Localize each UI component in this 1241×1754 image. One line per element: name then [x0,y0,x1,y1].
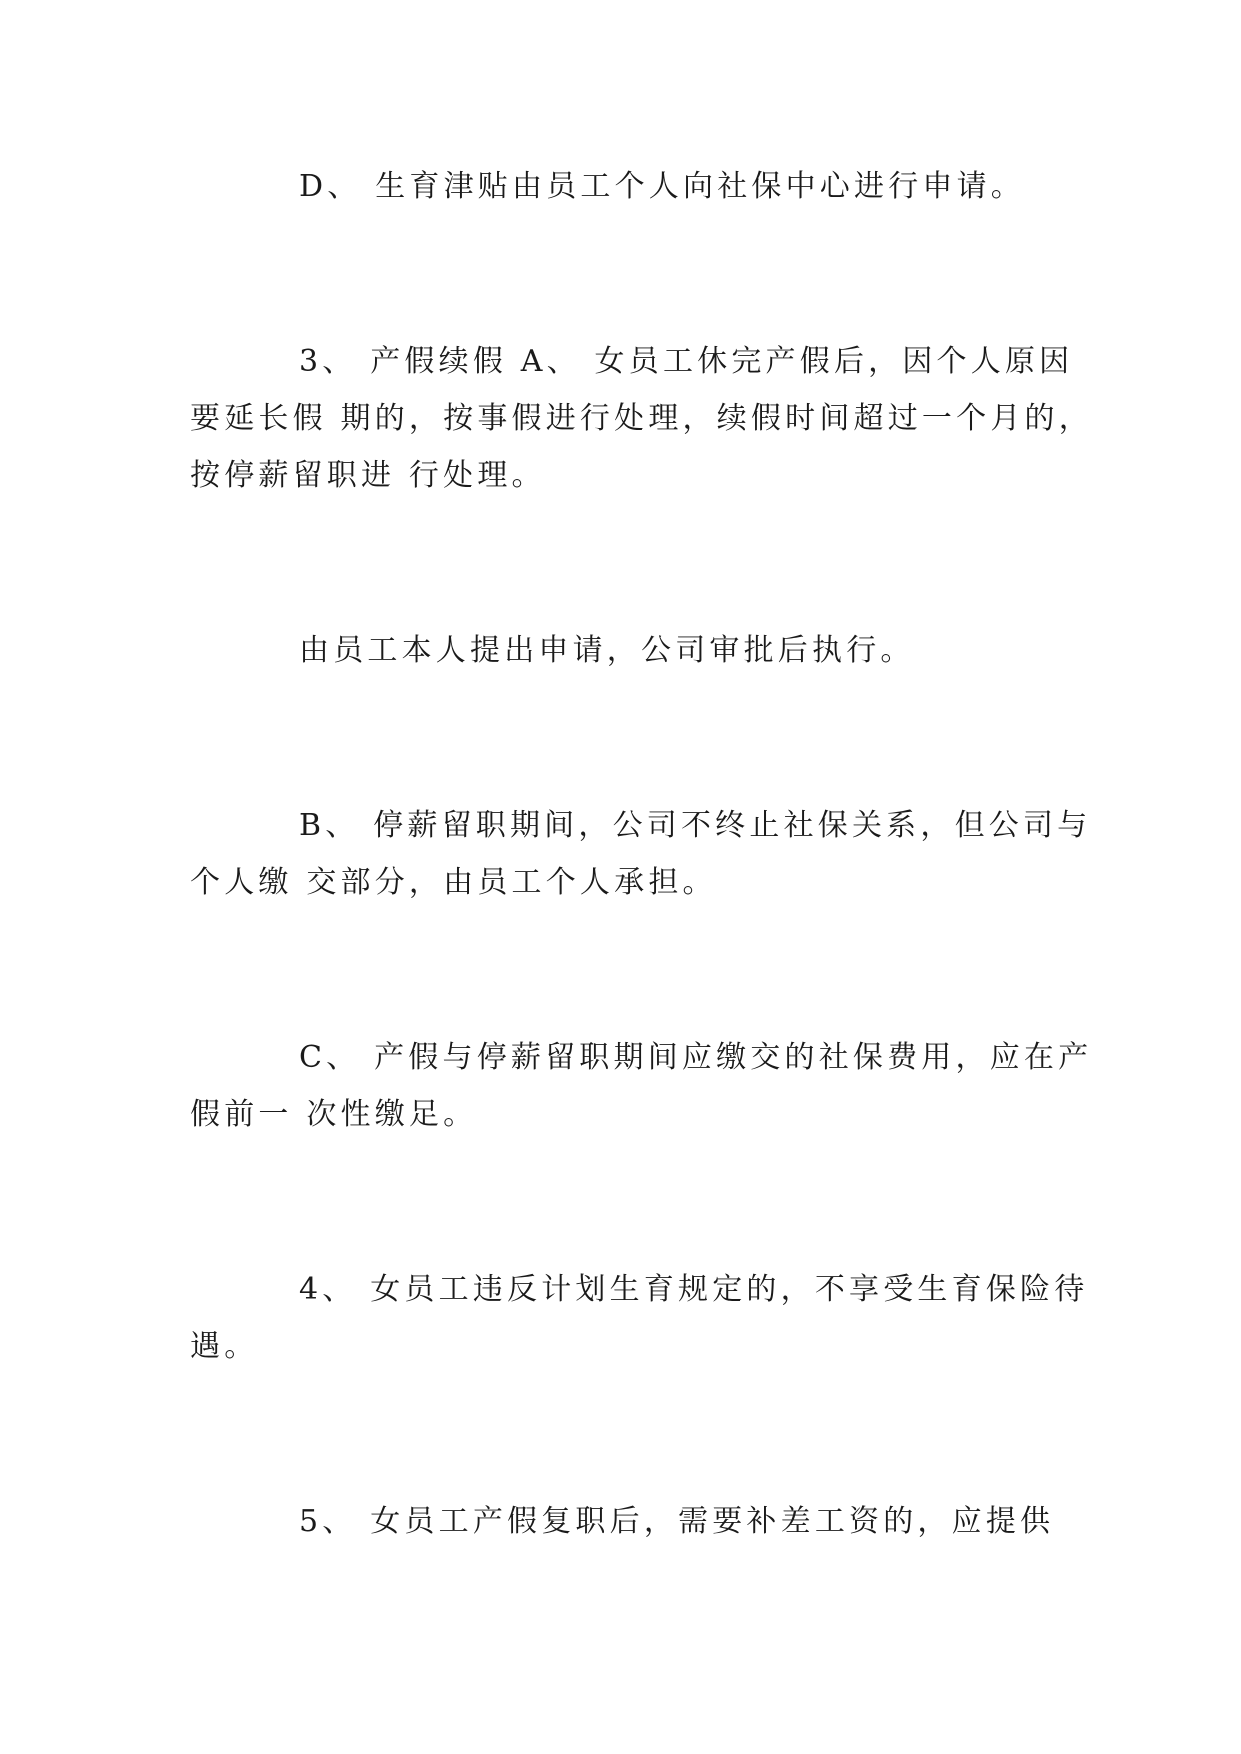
paragraph-3-line-2: 要延长假 期的，按事假进行处理，续假时间超过一个月的， [190,401,1093,436]
paragraph-d-line-1: D、 生育津贴由员工个人向社保中心进行申请。 [299,169,1025,204]
paragraph-4-line-1: 4、 女员工违反计划生育规定的，不享受生育保险待 [299,1272,1089,1307]
paragraph-b-line-2: 个人缴 交部分，由员工个人承担。 [190,865,717,900]
paragraph-3-line-1: 3、 产假续假 A、 女员工休完产假后，因个人原因 [299,344,1074,379]
paragraph-b-line-1: B、 停薪留职期间，公司不终止社保关系，但公司与 [299,808,1092,843]
paragraph-3-line-3: 按停薪留职进 行处理。 [190,458,546,493]
paragraph-approval-line-1: 由员工本人提出申请，公司审批后执行。 [299,633,915,668]
paragraph-c-line-2: 假前一 次性缴足。 [190,1097,478,1132]
paragraph-4-line-2: 遇。 [190,1329,259,1364]
paragraph-c-line-1: C、 产假与停薪留职期间应缴交的社保费用，应在产 [299,1040,1093,1075]
paragraph-5-line-1: 5、 女员工产假复职后，需要补差工资的，应提供 [299,1504,1055,1539]
